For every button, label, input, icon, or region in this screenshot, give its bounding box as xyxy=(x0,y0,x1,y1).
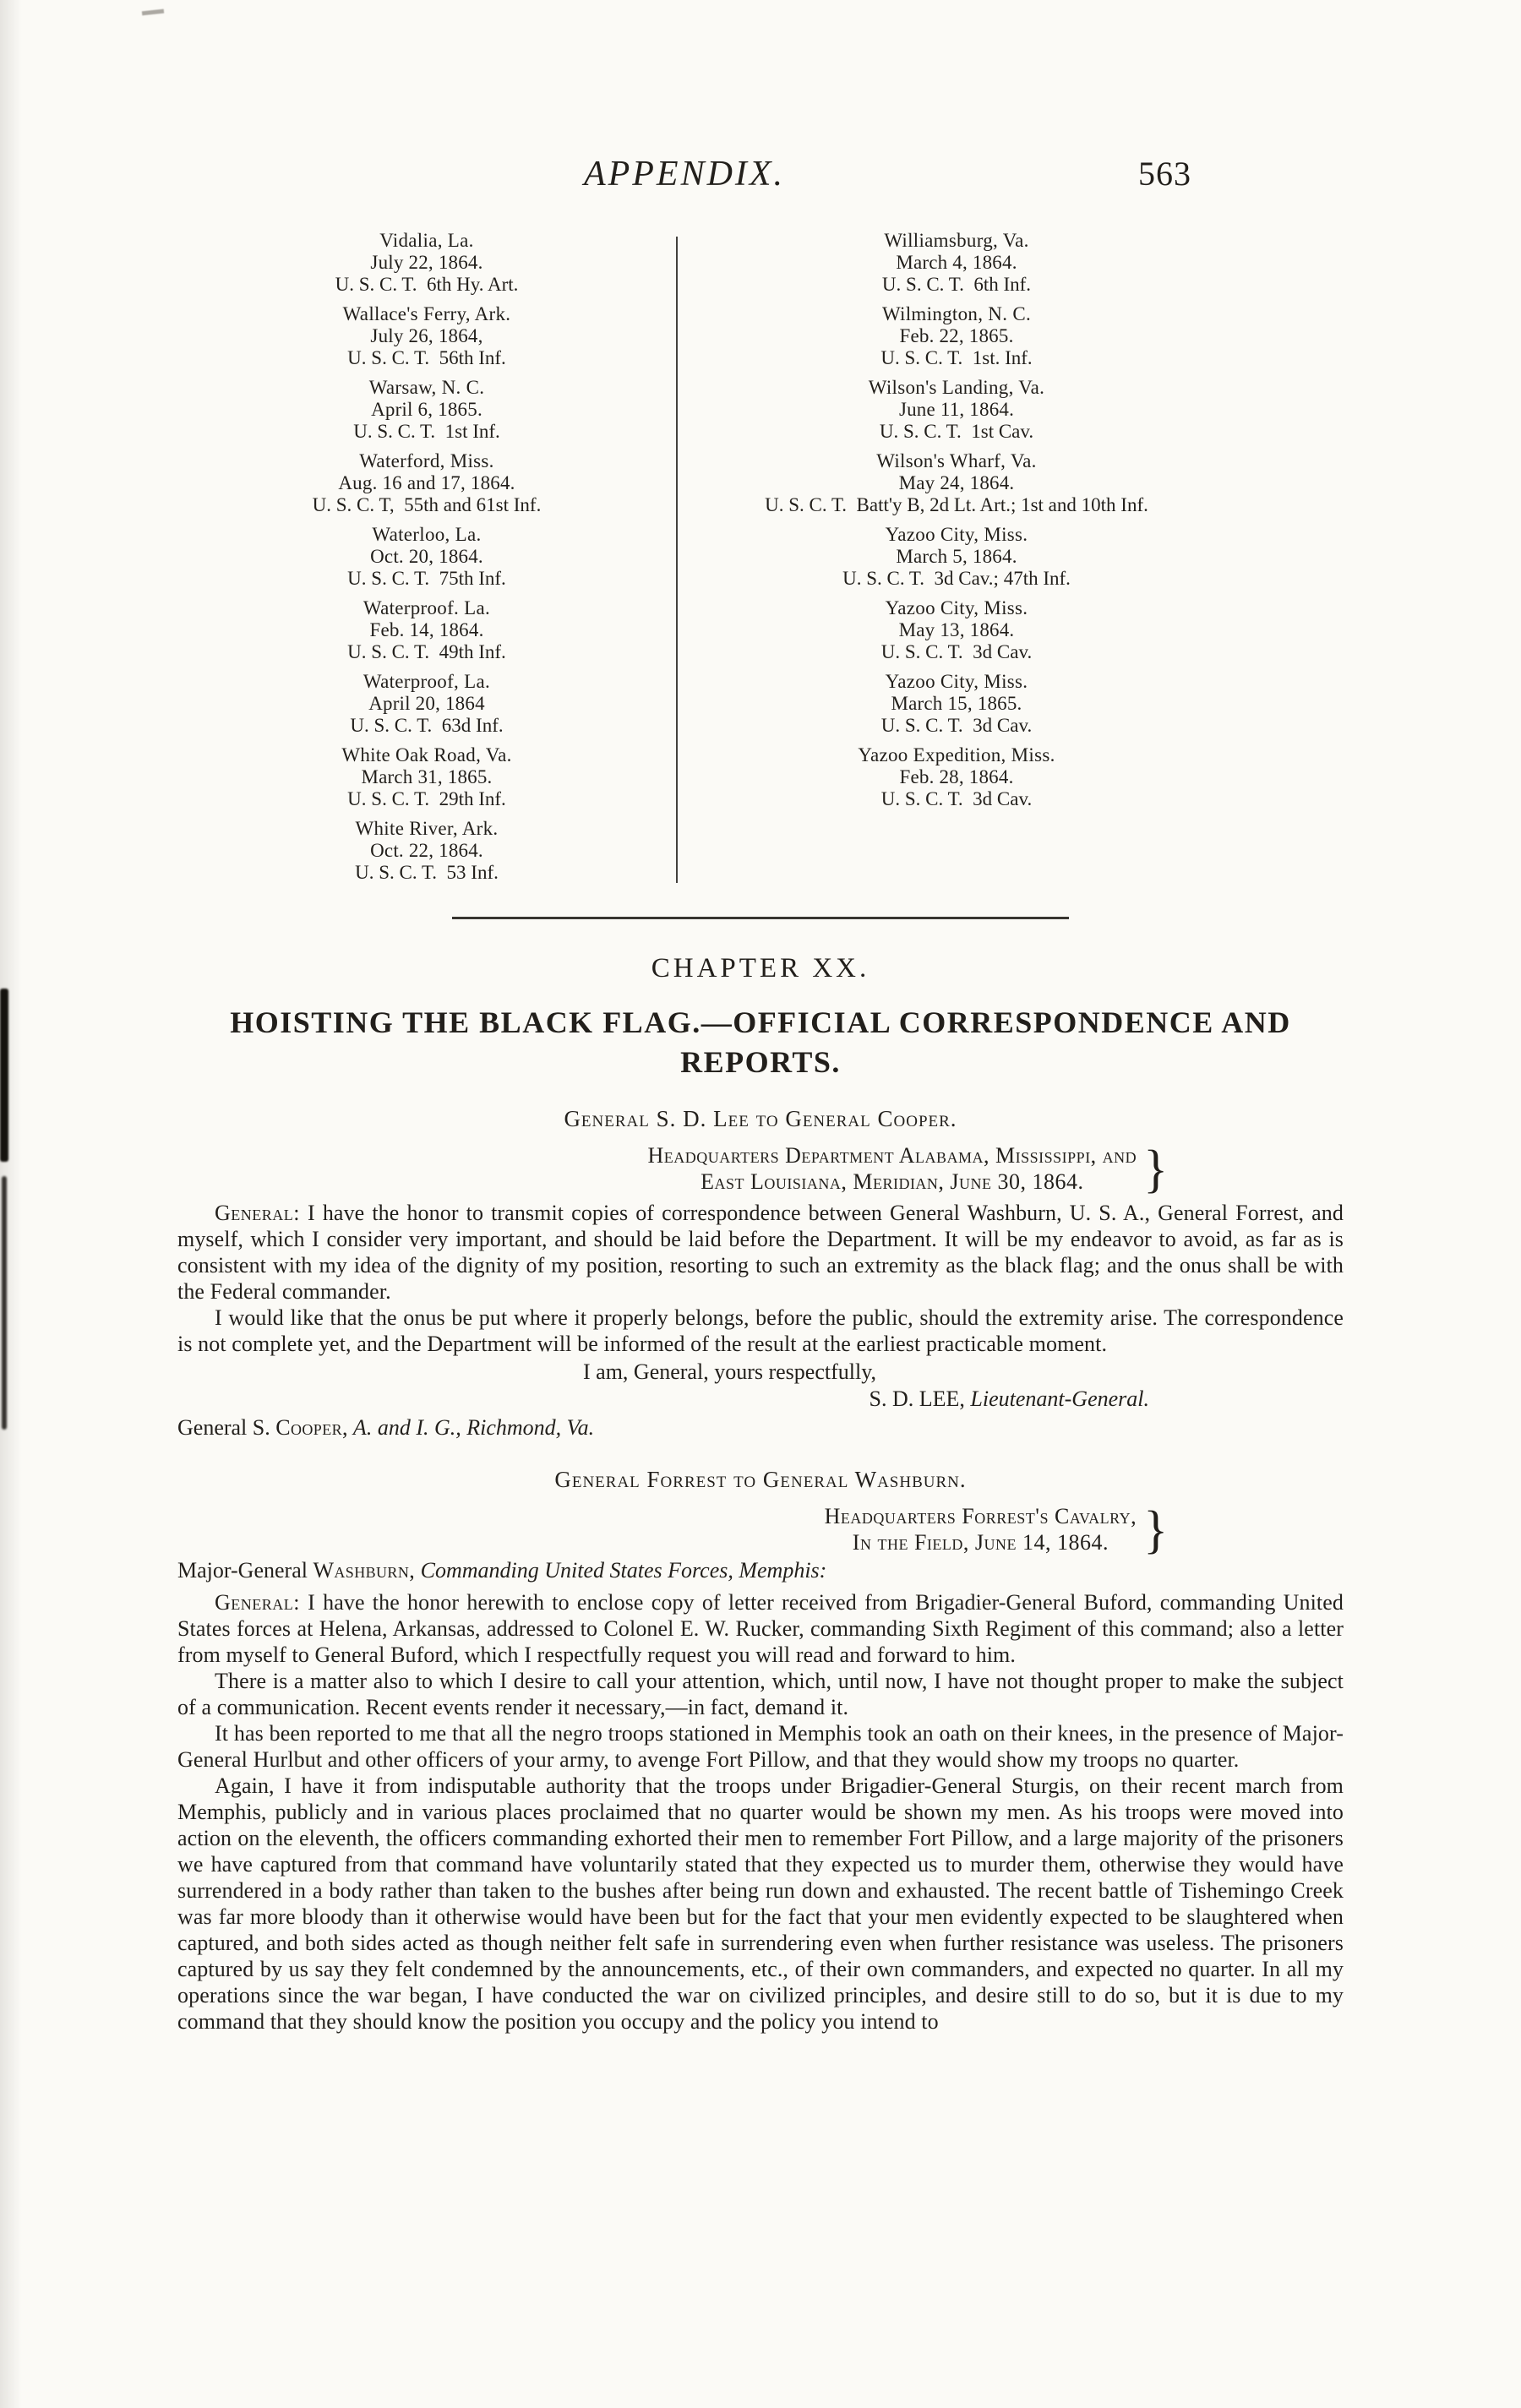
letter-forrest-to-washburn xyxy=(177,1467,1344,2035)
roster-entry xyxy=(177,597,676,663)
roster-entry xyxy=(686,450,1227,516)
scan-artifact-ink-mark xyxy=(2,1176,7,1430)
letter-lee-to-cooper xyxy=(177,1106,1344,1441)
section-divider-rule xyxy=(452,917,1069,919)
letter-dateline xyxy=(177,1500,1344,1559)
entry-date: July 26, 1864, xyxy=(370,325,483,346)
entry-date: Feb. 22, 1865. xyxy=(899,325,1014,346)
roster-left-column xyxy=(177,230,676,891)
entry-unit: U. S. C. T. Batt'y B, 2d Lt. Art.; 1st and 10th Inf. xyxy=(765,494,1148,515)
entry-place: Warsaw, N. C. xyxy=(368,377,485,398)
entry-unit: U. S. C. T. 56th Inf. xyxy=(347,347,506,368)
entry-unit: U. S. C. T. 1st Cav. xyxy=(879,421,1034,442)
addressee-name: Washburn, xyxy=(313,1558,416,1583)
paragraph-text: I would like that the onus be put where it properly belongs, before the public, should the extremity arise. The correspondence is not complete yet, and the Department will be informed of the result at the earliest practicable moment. xyxy=(177,1305,1344,1356)
paragraph-salutation: General: xyxy=(215,1201,300,1225)
letter-closing: I am, General, yours respectfully, xyxy=(583,1359,877,1384)
roster-entry xyxy=(686,744,1227,810)
dateline-line-2: In the Field, June 14, 1864. xyxy=(852,1530,1109,1555)
roster-entry xyxy=(177,230,676,296)
scan-artifact-speck xyxy=(142,9,164,16)
entry-place: Waterloo, La. xyxy=(372,524,482,545)
signature-name: S. D. LEE, xyxy=(869,1387,965,1411)
entry-unit: U. S. C. T. 3d Cav. xyxy=(880,641,1033,662)
chapter-heading xyxy=(177,953,1344,1082)
entry-unit: U. S. C. T. 6th Inf. xyxy=(881,274,1032,295)
roster-entry xyxy=(686,230,1227,296)
entry-date: March 15, 1865. xyxy=(891,693,1022,714)
running-title: APPENDIX. xyxy=(583,155,786,193)
entry-date: Oct. 20, 1864. xyxy=(370,546,483,567)
dateline-line-1: Headquarters Department Alabama, Mississippi, and xyxy=(647,1143,1137,1168)
letter-paragraph xyxy=(177,1668,1344,1720)
entry-place: Williamsburg, Va. xyxy=(884,230,1029,251)
entry-unit: U. S. C. T. 29th Inf. xyxy=(347,788,506,809)
entry-unit: U. S. C. T. 6th Hy. Art. xyxy=(335,274,519,295)
entry-place: White Oak Road, Va. xyxy=(341,744,512,765)
addressee-name: Cooper, xyxy=(275,1415,348,1440)
roster-entry xyxy=(686,597,1227,663)
page-content xyxy=(177,0,1344,2035)
signature-title: Lieutenant-General. xyxy=(964,1387,1149,1411)
entry-place: Waterproof, La. xyxy=(363,671,491,692)
entry-place: Waterproof. La. xyxy=(363,597,491,618)
roster-entry xyxy=(686,303,1227,369)
letter-addressee xyxy=(177,1414,1344,1441)
entry-date: June 11, 1864. xyxy=(898,399,1015,420)
dateline-brace: } xyxy=(1143,1139,1168,1198)
roster-entry xyxy=(177,671,676,737)
letter-body xyxy=(177,1200,1344,1357)
roster-entry xyxy=(177,377,676,443)
entry-date: April 6, 1865. xyxy=(371,399,482,420)
letter-addressee xyxy=(177,1557,1344,1584)
dateline-line-2: East Louisiana, Meridian, June 30, 1864. xyxy=(701,1169,1084,1194)
scan-artifact-ink-mark xyxy=(0,989,8,1162)
letter-heading: General Forrest to General Washburn. xyxy=(554,1467,967,1492)
roster-entry xyxy=(686,671,1227,737)
entry-unit: U. S. C. T. 1st. Inf. xyxy=(880,347,1033,368)
paragraph-text: There is a matter also to which I desire to call your attention, which, until now, I have not thought proper to make the subject of a communication. Recent events render it necessary,—in fact, demand it. xyxy=(177,1669,1344,1719)
chapter-title-line: REPORTS. xyxy=(680,1045,841,1079)
entry-place: Vidalia, La. xyxy=(379,230,474,251)
entry-date: March 31, 1865. xyxy=(361,766,493,787)
entry-place: Yazoo City, Miss. xyxy=(885,524,1028,545)
entry-place: Yazoo City, Miss. xyxy=(885,597,1028,618)
roster-entry xyxy=(177,524,676,590)
entry-unit: U. S. C. T. 75th Inf. xyxy=(347,568,506,589)
entry-date: July 22, 1864. xyxy=(370,252,483,273)
entry-unit: U. S. C. T. 3d Cav.; 47th Inf. xyxy=(842,568,1071,589)
dateline-line-1: Headquarters Forrest's Cavalry, xyxy=(824,1504,1137,1528)
entry-unit: U. S. C. T. 63d Inf. xyxy=(350,715,504,736)
paragraph-salutation: General: xyxy=(215,1590,300,1615)
letter-signature xyxy=(177,1386,1344,1413)
entry-unit: U. S. C. T. 3d Cav. xyxy=(880,788,1033,809)
entry-date: March 4, 1864. xyxy=(896,252,1017,273)
entry-unit: U. S. C. T. 53 Inf. xyxy=(355,862,499,883)
entry-place: Wilmington, N. C. xyxy=(881,303,1032,324)
entry-unit: U. S. C. T. 49th Inf. xyxy=(347,641,506,662)
letter-dateline xyxy=(177,1139,1344,1198)
page-header xyxy=(177,154,1344,199)
entry-place: Yazoo City, Miss. xyxy=(885,671,1028,692)
letter-paragraph xyxy=(177,1589,1344,1668)
letter-heading: General S. D. Lee to General Cooper. xyxy=(564,1106,957,1131)
chapter-title xyxy=(177,1003,1344,1082)
roster-right-column xyxy=(686,230,1227,891)
entry-place: Yazoo Expedition, Miss. xyxy=(858,744,1055,765)
letter-paragraph xyxy=(177,1773,1344,2035)
chapter-title-line: HOISTING THE BLACK FLAG.—OFFICIAL CORRESPONDENCE AND xyxy=(230,1005,1291,1039)
letter-paragraph xyxy=(177,1305,1344,1357)
entry-date: Oct. 22, 1864. xyxy=(370,840,483,861)
dateline-lines xyxy=(825,1503,1137,1555)
letter-paragraph xyxy=(177,1200,1344,1305)
roster-entry xyxy=(177,450,676,516)
entry-unit: U. S. C. T. 1st Inf. xyxy=(353,421,500,442)
page-number: 563 xyxy=(1138,155,1191,193)
entry-place: Waterford, Miss. xyxy=(359,450,494,471)
entry-date: May 13, 1864. xyxy=(898,619,1015,640)
addressee-prefix: Major-General xyxy=(177,1558,313,1583)
chapter-number: CHAPTER XX. xyxy=(651,953,870,983)
addressee-detail: Commanding United States Forces, Memphis: xyxy=(415,1558,827,1583)
addressee-detail: A. and I. G., Richmond, Va. xyxy=(347,1415,595,1440)
engagement-roster xyxy=(177,230,1344,891)
dateline-lines xyxy=(647,1142,1137,1195)
paragraph-text: I have the honor to transmit copies of correspondence between General Washburn, U. S. A., General Forrest, and myself, which I consider very important, and should be laid before the Department. It will be my endeavor to avoid, as far as is consistent with my idea of the dignity of my position, resorting to such an extremity as the black flag; and the onus shall be with the Federal commander. xyxy=(177,1201,1344,1304)
entry-date: Feb. 28, 1864. xyxy=(899,766,1014,787)
entry-date: March 5, 1864. xyxy=(896,546,1017,567)
column-divider-rule xyxy=(676,237,678,883)
roster-entry xyxy=(686,524,1227,590)
entry-place: Wilson's Wharf, Va. xyxy=(876,450,1037,471)
entry-place: White River, Ark. xyxy=(355,818,499,839)
entry-date: Feb. 14, 1864. xyxy=(369,619,484,640)
letter-body xyxy=(177,1589,1344,2035)
dateline-brace: } xyxy=(1143,1500,1168,1559)
roster-entry xyxy=(686,377,1227,443)
addressee-prefix: General S. xyxy=(177,1415,276,1440)
roster-entry xyxy=(177,303,676,369)
entry-place: Wilson's Landing, Va. xyxy=(868,377,1045,398)
paragraph-text: It has been reported to me that all the negro troops stationed in Memphis took an oath on their knees, in the presence of Major-General Hurlbut and other officers of your army, to avenge Fort Pillow, and that they would show my troops no quarter. xyxy=(177,1721,1344,1772)
entry-date: May 24, 1864. xyxy=(898,472,1015,493)
paragraph-text: Again, I have it from indisputable authority that the troops under Brigadier-General Sturgis, on their recent march from Memphis, publicly and in various places proclaimed that no quarter would be shown my men. As his troops were moved into action on the eleventh, the officers commanding exhorted their men to remember Fort Pillow, and a large majority of the prisoners we have captured from that command have voluntarily stated that they expected us to murder them, otherwise they would have surrendered in a body rather than taken to the bushes after being run down and exhausted. The recent battle of Tishemingo Creek was far more bloody than it otherwise would have been but for the fact that your men evidently expected to be slaughtered when captured, and both sides acted as though neither felt safe in surrendering even when further resistance was useless. The prisoners captured by us say they felt condemned by the announcements, etc., of their own commanders, and expected no quarter. In all my operations since the war began, I have conducted the war on civilized principles, and desire still to do so, but it is due to my command that they should know the position you occupy and the policy you intend to xyxy=(177,1773,1344,2034)
entry-unit: U. S. C. T. 3d Cav. xyxy=(880,715,1033,736)
entry-unit: U. S. C. T, 55th and 61st Inf. xyxy=(312,494,542,515)
entry-date: April 20, 1864 xyxy=(368,693,485,714)
letter-paragraph xyxy=(177,1720,1344,1773)
roster-entry xyxy=(177,818,676,884)
roster-entry xyxy=(177,744,676,810)
entry-date: Aug. 16 and 17, 1864. xyxy=(338,472,515,493)
paragraph-text: I have the honor herewith to enclose copy of letter received from Brigadier-General Buford, commanding United States forces at Helena, Arkansas, addressed to Colonel E. W. Rucker, commanding Sixth Regiment of this command; also a letter from myself to General Buford, which I respectfully request you will read and forward to him. xyxy=(177,1590,1344,1667)
entry-place: Wallace's Ferry, Ark. xyxy=(342,303,511,324)
